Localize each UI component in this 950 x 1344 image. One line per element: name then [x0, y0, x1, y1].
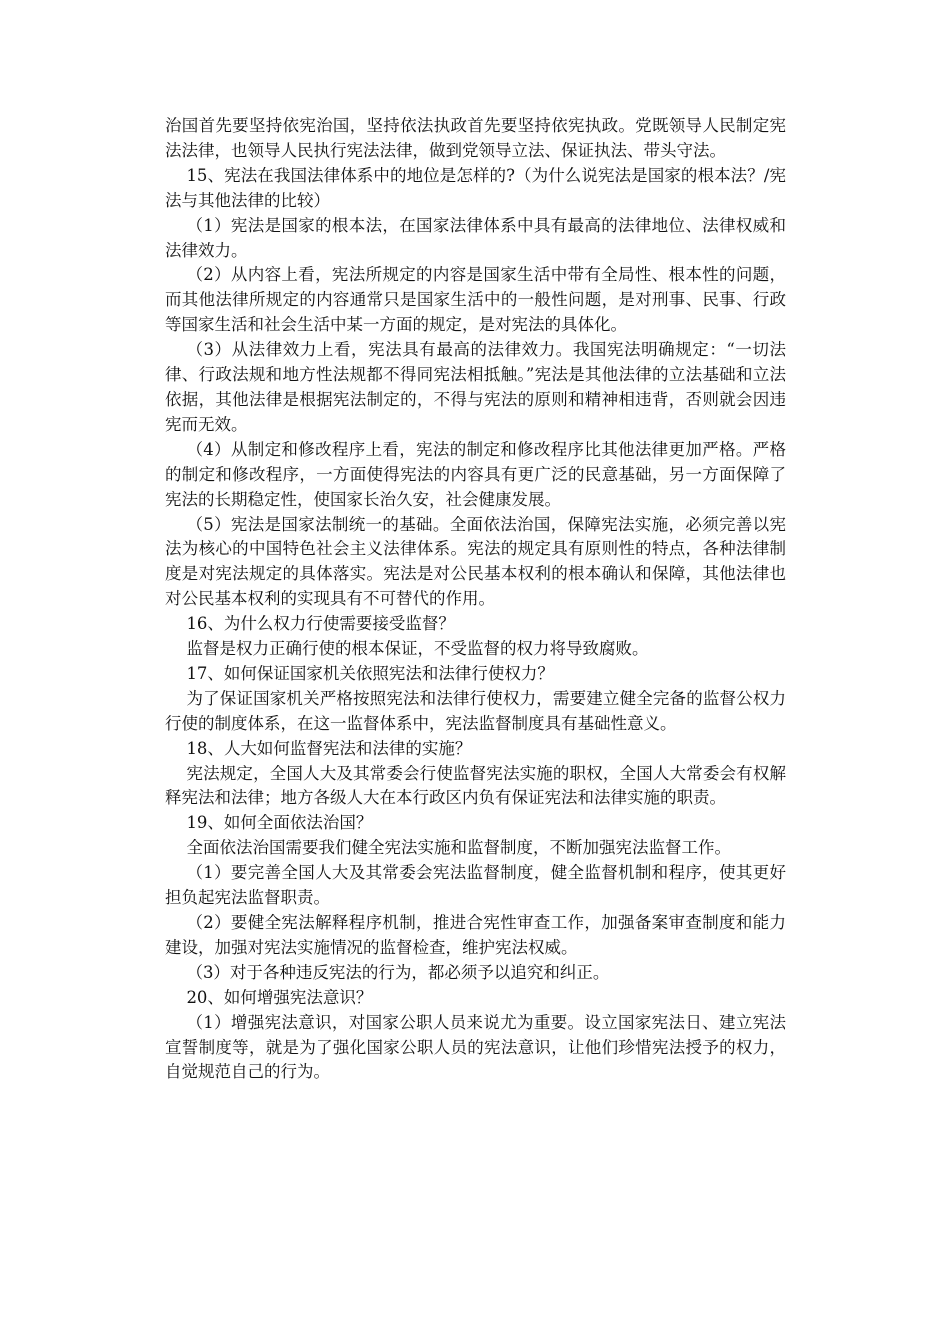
question-17: 17、如何保证国家机关依照宪法和法律行使权力？	[186, 663, 554, 683]
question-18: 18、人大如何监督宪法和法律的实施？	[186, 738, 472, 758]
answer-15-point-2: （2）从内容上看，宪法所规定的内容是国家生活中带有全局性、根本性的问题，而其他法律所规定的内容通常只是国家生活中的一般性问题，是对刑事、民事、行政等国家生活和社会生活中某一方面的规定，是对宪法的具体化。	[165, 265, 786, 335]
question-16: 16、为什么权力行使需要接受监督？	[186, 614, 455, 634]
answer-20-point-1: （1）增强宪法意识，对国家公职人员来说尤为重要。设立国家宪法日、建立宪法宣誓制度等，就是为了强化国家公职人员的宪法意识，让他们珍惜宪法授予的权力，自觉规范自己的行为。	[165, 1012, 786, 1082]
answer-19-intro: 全面依法治国需要我们健全宪法实施和监督制度，不断加强宪法监督工作。	[186, 838, 731, 858]
answer-15-point-5: （5）宪法是国家法制统一的基础。全面依法治国，保障宪法实施，必须完善以宪法为核心的中国特色社会主义法律体系。宪法的规定具有原则性的特点，各种法律制度是对宪法规定的具体落实。宪法是对公民基本权利的根本确认和保障，其他法律也对公民基本权利的实现具有不可替代的作用。	[165, 514, 786, 609]
document-page	[165, 114, 786, 1085]
question-20: 20、如何增强宪法意识？	[186, 987, 373, 1007]
answer-19-point-2: （2）要健全宪法解释程序机制，推进合宪性审查工作，加强备案审查制度和能力建设，加强对宪法实施情况的监督检查，维护宪法权威。	[165, 913, 786, 957]
answer-17: 为了保证国家机关严格按照宪法和法律行使权力，需要建立健全完备的监督公权力行使的制度体系，在这一监督体系中，宪法监督制度具有基础性意义。	[165, 688, 786, 733]
answer-16: 监督是权力正确行使的根本保证，不受监督的权力将导致腐败。	[186, 639, 649, 659]
answer-19-point-3: （3）对于各种违反宪法的行为，都必须予以追究和纠正。	[186, 962, 610, 982]
answer-19-point-1: （1）要完善全国人大及其常委会宪法监督制度，健全监督机制和程序，使其更好担负起宪法监督职责。	[165, 863, 786, 908]
answer-15-point-3: （3）从法律效力上看，宪法具有最高的法律效力。我国宪法明确规定：“一切法律、行政法规和地方性法规都不得同宪法相抵触。”宪法是其他法律的立法基础和立法依据，其他法律是根据宪法制定的，不得与宪法的原则和精神相违背，否则就会因违宪而无效。	[165, 340, 786, 434]
answer-15-point-1: （1）宪法是国家的根本法，在国家法律体系中具有最高的法律地位、法律权威和法律效力。	[165, 215, 786, 260]
answer-15-point-4: （4）从制定和修改程序上看，宪法的制定和修改程序比其他法律更加严格。严格的制定和修改程序，一方面使得宪法的内容具有更广泛的民意基础，另一方面保障了宪法的长期稳定性，使国家长治久安，社会健康发展。	[165, 439, 786, 509]
question-19: 19、如何全面依法治国？	[186, 813, 373, 833]
paragraph-continuation: 治国首先要坚持依宪治国，坚持依法执政首先要坚持依宪执政。党既领导人民制定宪法法律，也领导人民执行宪法法律，做到党领导立法、保证执法、带头守法。	[165, 116, 786, 160]
answer-18: 宪法规定，全国人大及其常委会行使监督宪法实施的职权，全国人大常委会有权解释宪法和法律；地方各级人大在本行政区内负有保证宪法和法律实施的职责。	[165, 763, 786, 808]
question-15: 15、宪法在我国法律体系中的地位是怎样的?（为什么说宪法是国家的根本法？/宪法与其他法律的比较）	[165, 165, 786, 210]
